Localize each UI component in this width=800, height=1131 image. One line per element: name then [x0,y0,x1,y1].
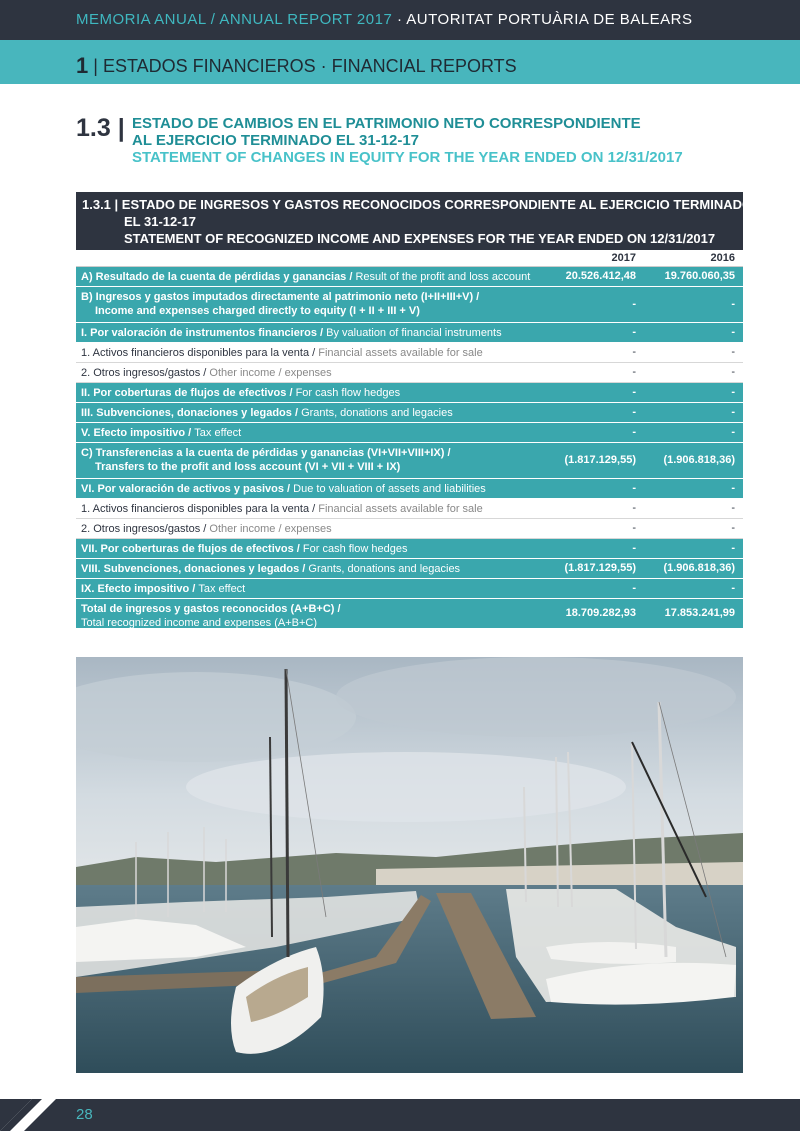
value-2016: - [731,298,735,310]
row-label: I. Por valoración de instrumentos financieros / By valuation of financial instruments [81,327,502,339]
table-title: 1.3.1 | ESTADO DE INGRESOS Y GASTOS RECONOCIDOS CORRESPONDIENTE AL EJERCICIO TERMINADO EL 31-12-17 STATEMENT OF RECOGNIZED INCOME AND EXPENSES FOR THE YEAR ENDED ON 12/31/2017 [76,192,743,250]
row-label: VI. Por valoración de activos y pasivos / Due to valuation of assets and liabilities [81,483,486,495]
top-header-bar [0,0,800,40]
table-row [76,423,743,443]
year-2016-header: 2016 [710,252,735,264]
table-row [76,287,743,323]
value-2017: - [632,582,636,594]
page-number: 28 [76,1106,93,1123]
table-row [76,383,743,403]
row-label: B) Ingresos y gastos imputados directamente al patrimonio neto (I+II+III+V) / Income and expenses charged directly to equity (I + II + III + V) [81,291,480,317]
row-label: 2. Otros ingresos/gastos / Other income / expenses [81,523,332,535]
value-2017: (1.817.129,55) [564,454,636,466]
row-label: 1. Activos financieros disponibles para la venta / Financial assets available for sale [81,503,483,515]
value-2016: - [731,426,735,438]
value-2016: - [731,522,735,534]
value-2016: - [731,542,735,554]
row-label: VIII. Subvenciones, donaciones y legados / Grants, donations and legacies [81,563,461,575]
table-body [76,267,743,629]
table-row [76,363,743,383]
value-2017: - [632,366,636,378]
row-label: 2. Otros ingresos/gastos / Other income / expenses [81,367,332,379]
value-2017: - [632,426,636,438]
table-row [76,559,743,579]
value-2016: - [731,366,735,378]
value-2017: - [632,386,636,398]
report-header-title: MEMORIA ANUAL / ANNUAL REPORT 2017 · AUTORITAT PORTUÀRIA DE BALEARS [76,11,693,28]
table-row [76,539,743,559]
income-expenses-table [76,192,753,629]
value-2017: - [632,482,636,494]
table-row [76,403,743,423]
value-2016: - [731,582,735,594]
value-2017: - [632,346,636,358]
table-row [76,519,743,539]
value-2017: - [632,502,636,514]
value-2017: 20.526.412,48 [565,270,636,282]
table-row [76,323,743,343]
table-row [76,599,743,629]
value-2016: - [731,406,735,418]
year-2017-header: 2017 [611,252,636,264]
table-row [76,443,743,479]
value-2017: 18.709.282,93 [565,607,636,619]
value-2017: - [632,326,636,338]
row-label: II. Por coberturas de flujos de efectivos / For cash flow hedges [81,387,401,399]
table-row [76,499,743,519]
value-2017: (1.817.129,55) [564,562,636,574]
row-label: III. Subvenciones, donaciones y legados / Grants, donations and legacies [81,407,453,419]
year-header-row [76,250,743,267]
value-2017: - [632,406,636,418]
subsection-number: 1.3 | [76,114,125,142]
value-2016: - [731,326,735,338]
marina-photo [76,657,743,1073]
row-label: A) Resultado de la cuenta de pérdidas y ganancias / Result of the profit and loss account [81,271,531,283]
marina-illustration [76,657,743,1073]
section-bar [0,40,800,84]
value-2016: - [731,346,735,358]
value-2017: - [632,542,636,554]
value-2016: - [731,502,735,514]
table-row [76,579,743,599]
value-2016: 19.760.060,35 [664,270,735,282]
row-label: V. Efecto impositivo / Tax effect [81,427,242,439]
row-label: Total de ingresos y gastos reconocidos (A+B+C) / Total recognized income and expenses (A+B+C) [81,603,341,629]
row-label: C) Transferencias a la cuenta de pérdidas y ganancias (VI+VII+VIII+IX) / Transfers to the profit and loss account (VI + VII + VIII + IX) [81,447,451,473]
value-2016: (1.906.818,36) [663,454,735,466]
value-2016: (1.906.818,36) [663,562,735,574]
value-2017: - [632,522,636,534]
row-label: IX. Efecto impositivo / Tax effect [81,583,246,595]
table-row [76,267,743,287]
row-label: 1. Activos financieros disponibles para la venta / Financial assets available for sale [81,347,483,359]
section-title: 1 | ESTADOS FINANCIEROS · FINANCIAL REPORTS [76,53,517,78]
value-2017: - [632,298,636,310]
footer-slash-decoration [0,1099,60,1131]
value-2016: 17.853.241,99 [664,607,735,619]
subsection-title: ESTADO DE CAMBIOS EN EL PATRIMONIO NETO CORRESPONDIENTE AL EJERCICIO TERMINADO EL 31-12-17 STATEMENT OF CHANGES IN EQUITY FOR THE YEAR ENDED ON 12/31/2017 [132,115,683,166]
table-row [76,343,743,363]
page-footer [0,1099,800,1131]
value-2016: - [731,386,735,398]
table-row [76,479,743,499]
value-2016: - [731,482,735,494]
row-label: VII. Por coberturas de flujos de efectivos / For cash flow hedges [81,543,408,555]
